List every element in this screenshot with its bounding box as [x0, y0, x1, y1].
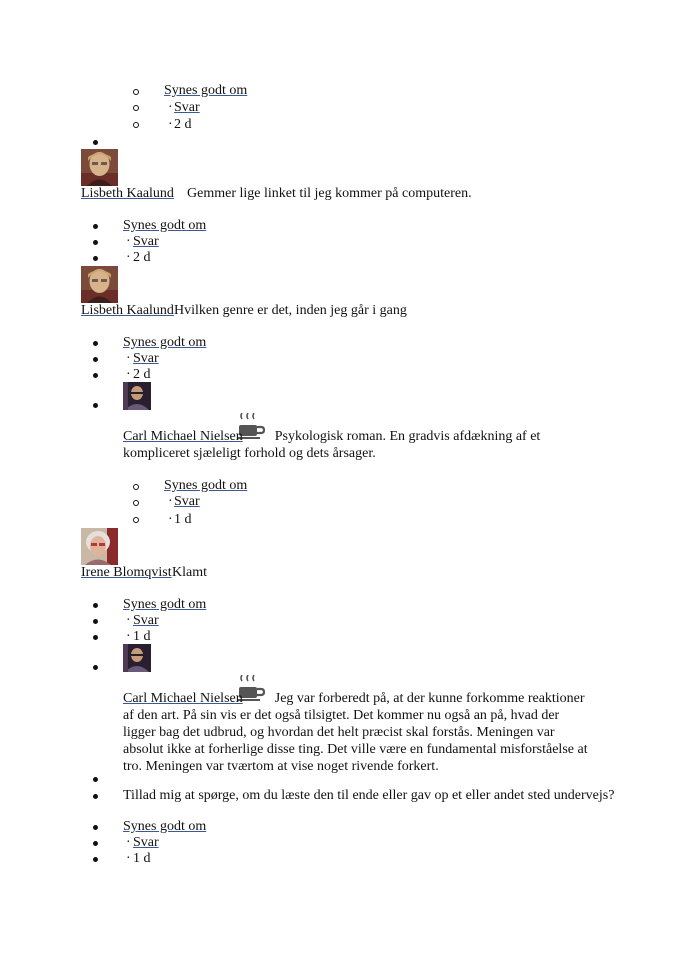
like-link[interactable]: Synes godt om	[123, 819, 207, 834]
timestamp: 2 d	[133, 367, 151, 382]
list-bullet	[93, 403, 98, 408]
separator: ·	[126, 851, 131, 866]
avatar[interactable]	[81, 266, 118, 303]
separator: ·	[168, 100, 173, 115]
comment-text: Tillad mig at spørge, om du læste den til ende eller gav op et eller andet sted undervejs?	[123, 788, 615, 803]
separator: ·	[126, 250, 131, 265]
list-bullet	[93, 240, 98, 245]
list-bullet	[93, 603, 98, 608]
comment-text: Klamt	[172, 565, 207, 580]
timestamp: 2 d	[174, 117, 192, 132]
list-bullet	[93, 373, 98, 378]
separator: ·	[168, 494, 173, 509]
list-circle	[133, 105, 139, 111]
avatar[interactable]	[81, 149, 118, 186]
comment-text: Gemmer lige linket til jeg kommer på computeren.	[187, 186, 472, 201]
list-circle	[133, 484, 139, 490]
list-circle	[133, 500, 139, 506]
author-name[interactable]: Lisbeth Kaalund	[81, 303, 174, 318]
avatar[interactable]	[123, 382, 151, 410]
list-circle	[133, 122, 139, 128]
reply-link[interactable]: Svar	[174, 100, 200, 115]
list-bullet	[93, 665, 98, 670]
timestamp: 2 d	[133, 250, 151, 265]
comment-text: Psykologisk roman. En gradvis afdækning af et kompliceret sjæleligt forhold og dets årsager.	[123, 429, 541, 461]
separator: ·	[126, 629, 131, 644]
timestamp: 1 d	[133, 851, 151, 866]
comment-text: Jeg var forberedt på, at der kunne forkomme reaktioner af den art. På sin vis er det også tilsigtet. Det kommer nu også an på, hvad der ligger bag det udbrud, og hvordan det helt præcist skal forstås. Meningen var absolut ikke at forherlige disse ting. Det ville være en fundamental misforståelse at tro. Meningen var tværtom at vise noget rivende forkert.	[123, 691, 588, 774]
list-bullet	[93, 357, 98, 362]
like-link[interactable]: Synes godt om	[164, 83, 248, 98]
like-link[interactable]: Synes godt om	[123, 335, 207, 350]
author-name[interactable]: Irene Blomqvist	[81, 565, 172, 580]
list-bullet	[93, 841, 98, 846]
like-link[interactable]: Synes godt om	[123, 218, 207, 233]
reply-link[interactable]: Svar	[133, 613, 159, 628]
list-bullet	[93, 619, 98, 624]
reply-link[interactable]: Svar	[133, 234, 159, 249]
separator: ·	[126, 835, 131, 850]
comment-body	[123, 428, 603, 462]
separator: ·	[168, 117, 173, 132]
like-link[interactable]: Synes godt om	[123, 597, 207, 612]
separator: ·	[126, 613, 131, 628]
separator: ·	[126, 234, 131, 249]
list-bullet	[93, 341, 98, 346]
separator: ·	[126, 351, 131, 366]
author-name[interactable]: Carl Michael Nielsen	[123, 691, 243, 706]
timestamp: 1 d	[174, 512, 192, 527]
list-bullet	[93, 777, 98, 782]
avatar[interactable]	[123, 644, 151, 672]
list-bullet	[93, 825, 98, 830]
timestamp: 1 d	[133, 629, 151, 644]
like-link[interactable]: Synes godt om	[164, 478, 248, 493]
reply-link[interactable]: Svar	[133, 835, 159, 850]
author-name[interactable]: Carl Michael Nielsen	[123, 429, 243, 444]
list-bullet	[93, 256, 98, 261]
list-bullet	[93, 857, 98, 862]
avatar[interactable]	[81, 528, 118, 565]
list-circle	[133, 89, 139, 95]
reply-link[interactable]: Svar	[174, 494, 200, 509]
separator: ·	[168, 512, 173, 527]
reply-link[interactable]: Svar	[133, 351, 159, 366]
list-bullet	[93, 794, 98, 799]
comment-body	[123, 690, 593, 775]
comment-text: Hvilken genre er det, inden jeg går i gang	[174, 303, 407, 318]
author-name[interactable]: Lisbeth Kaalund	[81, 186, 174, 201]
separator: ·	[126, 367, 131, 382]
list-bullet	[93, 635, 98, 640]
list-bullet	[93, 140, 98, 145]
list-bullet	[93, 224, 98, 229]
list-circle	[133, 517, 139, 523]
